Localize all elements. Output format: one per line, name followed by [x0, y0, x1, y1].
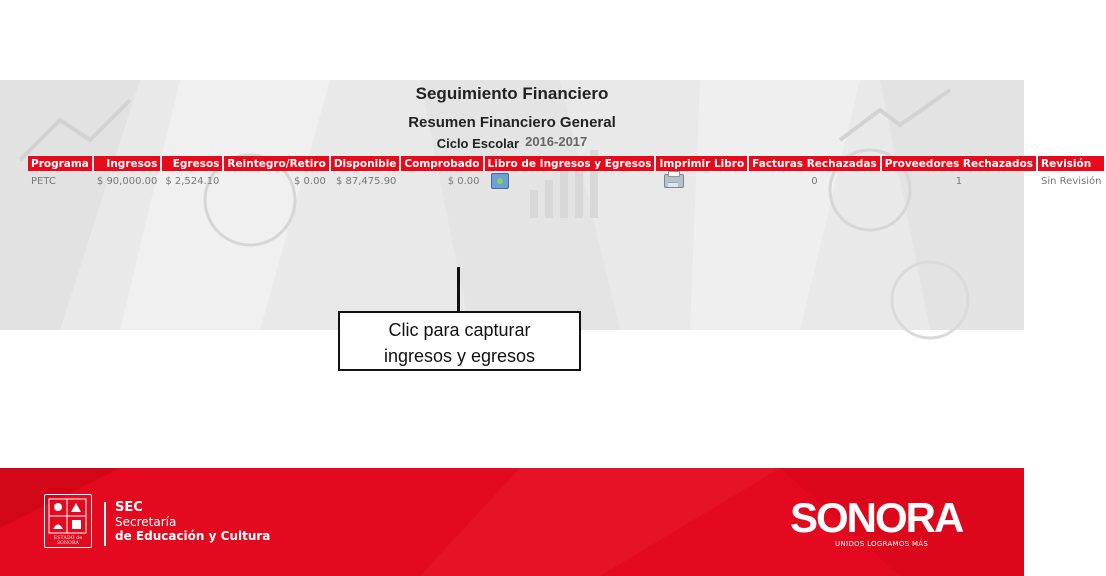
cell-disponible: $ 87,475.90	[335, 175, 397, 187]
ledger-book-icon[interactable]	[491, 173, 509, 189]
financial-panel	[0, 80, 1024, 330]
seal-emblem-icon	[45, 495, 90, 539]
footer-divider	[104, 502, 106, 546]
sec-acronym: SEC	[115, 500, 143, 515]
cell-revision: Sin Revisión	[1041, 175, 1102, 187]
financial-summary-table	[26, 156, 1106, 191]
col-revision: Revisión	[1038, 156, 1104, 171]
callout-line-2: ingresos y egresos	[383, 346, 536, 366]
sonora-brand-logo	[790, 494, 980, 540]
cell-egresos: $ 2,524.10	[165, 175, 220, 187]
cycle-label: Ciclo Escolar	[436, 136, 520, 151]
sonora-tagline: UNIDOS LOGRAMOS MÁS	[835, 540, 929, 548]
col-comprobado: Comprobado	[401, 156, 482, 171]
cell-reintegro: $ 0.00	[294, 175, 326, 187]
col-reintegro: Reintegro/Retiro	[224, 156, 328, 171]
table-row	[28, 171, 1104, 191]
cell-facturas: 0	[811, 175, 818, 187]
col-libro: Libro de Ingresos y Egresos	[485, 156, 655, 171]
school-cycle	[0, 136, 1024, 151]
sec-line-educacion: de Educación y Cultura	[115, 529, 271, 543]
col-imprimir: Imprimir Libro	[656, 156, 747, 171]
callout-line-1: Clic para capturar	[388, 320, 531, 340]
cell-proveedores: 1	[955, 175, 963, 187]
cell-libro	[485, 171, 655, 191]
sonora-wordmark: SONORA	[790, 494, 963, 541]
cell-comprobado: $ 0.00	[447, 175, 480, 187]
col-egresos: Egresos	[162, 156, 222, 171]
col-programa: Programa	[28, 156, 92, 171]
sec-logo-text	[115, 500, 270, 543]
cycle-value: 2016-2017	[525, 134, 588, 149]
cell-programa: PETC	[31, 175, 56, 187]
cell-ingresos: $ 90,000.00	[96, 175, 158, 187]
seal-caption: ESTADO de SONORA	[53, 536, 83, 546]
sec-line-secretaria: Secretaría	[115, 515, 177, 529]
cell-imprimir	[656, 171, 747, 191]
page-subtitle: Resumen Financiero General	[408, 114, 616, 131]
col-proveedores: Proveedores Rechazados	[882, 156, 1036, 171]
table-header-row	[28, 156, 1104, 171]
footer-banner	[0, 468, 1024, 576]
instruction-callout	[338, 311, 581, 371]
state-seal-logo	[44, 494, 92, 548]
callout-pointer	[457, 267, 460, 313]
col-ingresos: Ingresos	[94, 156, 160, 171]
printer-icon[interactable]	[664, 174, 684, 188]
col-disponible: Disponible	[331, 156, 400, 171]
col-facturas: Facturas Rechazadas	[749, 156, 880, 171]
page-title: Seguimiento Financiero	[415, 84, 609, 103]
